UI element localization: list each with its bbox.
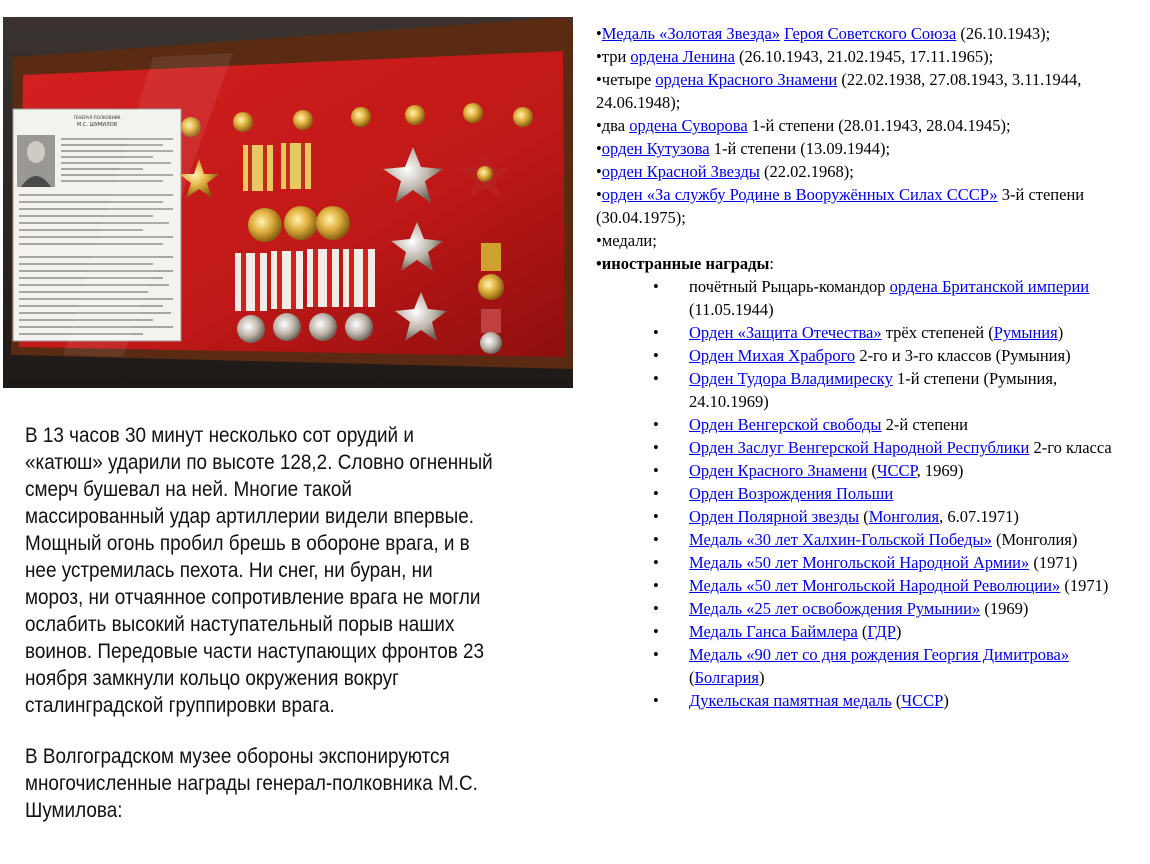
award-dates: (26.10.1943);	[956, 24, 1051, 43]
item-detail: (1969)	[980, 599, 1029, 618]
link-order-polonia-restituta[interactable]: Орден Возрождения Польши	[689, 484, 894, 503]
item-detail: , 1969)	[916, 461, 964, 480]
bullet: •	[596, 24, 602, 43]
link-hero-soviet-union[interactable]: Героя Советского Союза	[784, 24, 957, 43]
link-order-service-motherland[interactable]: орден «За службу Родине в Вооружённых Силах СССР»	[601, 185, 998, 204]
link-medal-dimitrov[interactable]: Медаль «90 лет со дня рождения Георгия Димитрова»	[689, 645, 1070, 664]
link-order-suvorov[interactable]: ордена Суворова	[629, 116, 748, 135]
item-detail: 2-й степени	[881, 415, 969, 434]
item-detail: , 6.07.1971)	[939, 507, 1019, 526]
awards-list	[596, 22, 1136, 712]
display-case-photo	[3, 17, 573, 388]
award-row-lenin	[596, 45, 1136, 68]
award-row-red-banner	[596, 68, 1136, 114]
item-detail: 1-й степени (Румыния, 24.10.1969)	[689, 369, 1058, 411]
item-detail: )	[895, 622, 902, 641]
bullet: •	[596, 139, 602, 158]
award-dates: (22.02.1938, 27.08.1943, 3.11.1944, 24.06.1948);	[596, 70, 1082, 112]
list-item	[596, 574, 1136, 597]
list-item	[596, 551, 1136, 574]
link-order-tudor-vladimirescu[interactable]: Орден Тудора Владимиреску	[689, 369, 893, 388]
link-medal-mongolian-revolution[interactable]: Медаль «50 лет Монгольской Народной Революции»	[689, 576, 1061, 595]
list-item	[596, 620, 1136, 643]
link-medal-khalkhin-gol[interactable]: Медаль «30 лет Халхин-Гольской Победы»	[689, 530, 992, 549]
award-row-kutuzov	[596, 137, 1136, 160]
item-detail: )	[943, 691, 949, 710]
list-item	[596, 367, 1136, 413]
list-item	[596, 436, 1136, 459]
link-gold-star-medal[interactable]: Медаль «Золотая Звезда»	[601, 24, 781, 43]
award-dates: 1-й степени (28.01.1943, 28.04.1945);	[747, 116, 1011, 135]
list-item	[596, 482, 1136, 505]
link-gdr[interactable]: ГДР	[867, 622, 896, 641]
list-item	[596, 689, 1136, 712]
award-row-suvorov	[596, 114, 1136, 137]
item-detail: (	[689, 668, 695, 687]
link-romania[interactable]: Румыния	[993, 323, 1058, 342]
link-medal-dukla[interactable]: Дукельская памятная медаль	[689, 691, 892, 710]
award-count: •четыре	[596, 70, 656, 89]
photo-illustration	[3, 17, 573, 388]
link-order-british-empire[interactable]: ордена Британской империи	[889, 277, 1090, 296]
story-paragraph-2: В Волгоградском музее обороны экспонируются многочисленные награды генерал-полковника М.С. Шумилова:	[25, 745, 478, 822]
list-item	[596, 344, 1136, 367]
item-detail: (	[867, 461, 877, 480]
list-item	[596, 413, 1136, 436]
story-text	[25, 422, 493, 824]
list-item	[596, 597, 1136, 620]
colon: :	[769, 254, 774, 273]
award-row-medals: •медали;	[596, 231, 657, 250]
item-detail: )	[1057, 323, 1064, 342]
award-dates: (22.02.1968);	[759, 162, 854, 181]
award-row-red-star	[596, 160, 1136, 183]
item-detail: (1971)	[1060, 576, 1109, 595]
award-row-foreign-heading	[596, 252, 1136, 275]
award-dates: (26.10.1943, 21.02.1945, 17.11.1965);	[734, 47, 994, 66]
card-title-line1: ГЕНЕРАЛ-ПОЛКОВНИК	[73, 115, 121, 120]
bullet: •	[596, 185, 602, 204]
item-detail: (1971)	[1029, 553, 1078, 572]
list-item	[596, 321, 1136, 344]
link-order-merit-hungary[interactable]: Орден Заслуг Венгерской Народной Республики	[689, 438, 1030, 457]
link-order-red-banner-cssr[interactable]: Орден Красного Знамени	[689, 461, 868, 480]
link-cssr[interactable]: ЧССР	[876, 461, 917, 480]
award-row-gold-star	[596, 22, 1136, 45]
link-order-red-star[interactable]: орден Красной Звезды	[601, 162, 760, 181]
foreign-awards-heading: •иностранные награды	[596, 254, 770, 273]
link-medal-mongolian-army[interactable]: Медаль «50 лет Монгольской Народной Армии»	[689, 553, 1030, 572]
card-title-line2: М.С. ШУМИЛОВ	[76, 122, 118, 128]
link-order-red-banner[interactable]: ордена Красного Знамени	[655, 70, 838, 89]
bullet: •	[596, 162, 602, 181]
item-detail: (Монголия)	[991, 530, 1078, 549]
award-count: •два	[596, 116, 630, 135]
list-item	[596, 459, 1136, 482]
item-detail: (	[859, 507, 869, 526]
link-cssr[interactable]: ЧССР	[901, 691, 944, 710]
link-order-polar-star[interactable]: Орден Полярной звезды	[689, 507, 860, 526]
award-dates: 3-й степени (30.04.1975);	[596, 185, 1085, 227]
link-order-hungarian-freedom[interactable]: Орден Венгерской свободы	[689, 415, 882, 434]
link-mongolia[interactable]: Монголия	[868, 507, 940, 526]
story-paragraph-1: В 13 часов 30 минут несколько сот орудий и «катюш» ударили по высоте 128,2. Словно огненный смерч бушевал на ней. Многие такой массированный удар артиллерии видели впервые. Мощный огонь пробил брешь в обороне врага, и в нее устремилась пехота. Ни снег, ни буран, ни мороз, ни отчаянное сопротивление врага не могли ослабить высокий наступательный порыв наших воинов. Передовые части наступающих фронтов 23 ноября замкнули кольцо окружения вокруг сталинградской группировки врага.	[25, 424, 493, 717]
link-order-defense-fatherland[interactable]: Орден «Защита Отечества»	[689, 323, 882, 342]
item-detail: 2-го и 3-го классов (Румыния)	[855, 346, 1071, 365]
award-count: •три	[596, 47, 631, 66]
item-detail: (11.05.1944)	[689, 300, 774, 319]
item-prefix: почётный Рыцарь-командор	[689, 277, 890, 296]
list-item	[596, 275, 1136, 321]
award-row-service-motherland	[596, 183, 1136, 229]
link-medal-hans-beimler[interactable]: Медаль Ганса Баймлера	[689, 622, 858, 641]
link-medal-liberation-romania[interactable]: Медаль «25 лет освобождения Румынии»	[689, 599, 981, 618]
item-detail: )	[759, 668, 765, 687]
award-dates: 1-й степени (13.09.1944);	[709, 139, 891, 158]
link-order-michael-brave[interactable]: Орден Михая Храброго	[689, 346, 856, 365]
foreign-awards-list	[596, 275, 1136, 712]
item-detail: (	[857, 622, 868, 641]
list-item	[596, 505, 1136, 528]
link-order-kutuzov[interactable]: орден Кутузова	[601, 139, 710, 158]
item-detail: (	[891, 691, 902, 710]
list-item	[596, 643, 1136, 689]
list-item	[596, 528, 1136, 551]
link-bulgaria[interactable]: Болгария	[694, 668, 760, 687]
item-detail: 2-го класса	[1029, 438, 1112, 457]
item-detail: трёх степеней (	[881, 323, 994, 342]
link-order-lenin[interactable]: ордена Ленина	[630, 47, 735, 66]
